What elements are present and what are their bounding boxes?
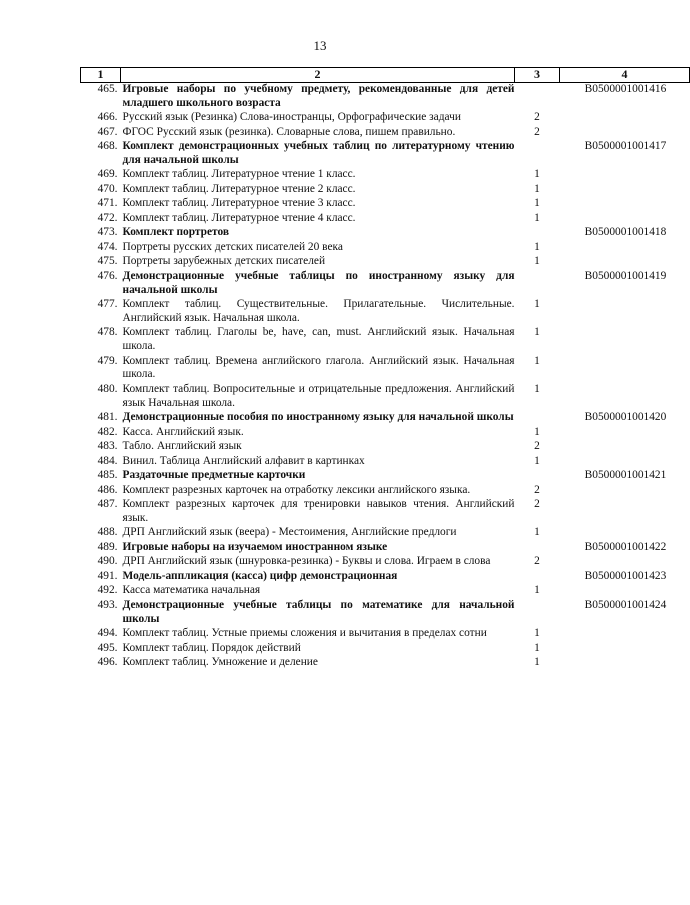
item-name: Табло. Английский язык [122,440,242,453]
item-code [560,627,690,641]
item-quantity: 2 [534,440,540,453]
item-code [560,326,690,354]
table-row [81,168,690,182]
item-name: Комплект демонстрационных учебных таблиц по литературному чтению для начальной школы [122,140,515,166]
item-name: Касса математика начальная [122,584,261,597]
item-quantity [515,226,560,240]
table-row [81,326,690,354]
item-quantity: 2 [534,555,540,568]
row-number: 485. [97,469,118,482]
item-code: B0500001001423 [584,569,667,582]
item-quantity: 1 [534,425,540,438]
item-quantity [515,270,560,298]
table-row [81,383,690,411]
table-row [81,526,690,540]
item-code [560,111,690,125]
item-quantity: 2 [534,483,540,496]
item-code [560,440,690,454]
table-row [81,226,690,240]
item-code [560,197,690,211]
table-row [81,469,690,483]
table-row [81,584,690,598]
item-quantity [515,411,560,425]
item-quantity: 1 [534,168,540,181]
table-row [81,82,690,111]
table-row [81,241,690,255]
item-name: Комплект разрезных карточек для тренировки навыков чтения. Английский язык. [122,498,515,524]
item-code [560,484,690,498]
item-code [560,584,690,598]
table-row [81,440,690,454]
item-name: Комплект таблиц. Устные приемы сложения и вычитания в пределах сотни [122,627,487,640]
table-row [81,498,690,526]
item-quantity: 1 [534,382,540,395]
item-name: Раздаточные предметные карточки [122,469,306,482]
row-number: 471. [97,197,118,210]
table-row [81,627,690,641]
table-row [81,270,690,298]
item-code [560,426,690,440]
item-code [560,126,690,140]
row-number: 477. [97,298,118,310]
item-name: Комплект таблиц. Времена английского глагола. Английский язык. Начальная школа. [122,354,515,381]
item-quantity: 1 [534,454,540,467]
item-name: Комплект таблиц. Умножение и деление [122,655,318,668]
item-name: Комплект таблиц. Литературное чтение 2 класс. [122,182,356,195]
row-number: 483. [97,440,118,453]
table-row [81,111,690,125]
item-name: Демонстрационные пособия по иностранному языку для начальной школы [122,411,514,424]
item-name: Модель-аппликация (касса) цифр демонстрационная [122,569,398,582]
item-name: Портреты русских детских писателей 20 века [122,240,343,253]
item-quantity: 2 [534,125,540,138]
item-code: B0500001001418 [584,226,667,239]
item-quantity: 2 [534,111,540,124]
row-number: 472. [97,211,118,224]
table-row [81,642,690,656]
item-quantity: 1 [534,326,540,339]
item-quantity: 1 [534,655,540,668]
items-table [80,67,690,670]
item-name: Комплект таблиц. Вопросительные и отрицательные предложения. Английский язык Начальная школа. [122,382,515,409]
item-quantity: 1 [534,641,540,654]
item-quantity: 1 [534,182,540,195]
column-header-3: 3 [515,68,560,83]
row-number: 466. [97,111,118,124]
item-code: B0500001001422 [584,540,667,553]
item-quantity [515,82,560,111]
row-number: 487. [97,498,118,511]
table-row [81,484,690,498]
item-code [560,498,690,526]
item-name: Комплект портретов [122,226,230,239]
row-number: 469. [97,168,118,181]
column-header-1: 1 [81,68,121,83]
page-number: 13 [313,38,327,53]
row-number: 474. [97,240,118,253]
table-row [81,183,690,197]
row-number: 490. [97,555,118,568]
row-number: 484. [97,454,118,467]
row-number: 489. [97,540,118,553]
item-quantity: 1 [534,240,540,253]
item-quantity: 1 [534,354,540,367]
item-name: Русский язык (Резинка) Слова-иностранцы, Орфографические задачи [122,111,461,124]
item-quantity: 1 [534,627,540,640]
item-quantity [515,599,560,627]
row-number: 468. [97,140,118,153]
row-number: 479. [97,354,118,367]
item-quantity: 1 [534,526,540,539]
table-row [81,298,690,326]
table-row [81,140,690,168]
item-name: ДРП Английский язык (шнуровка-резинка) - Буквы и слова. Играем в слова [122,555,491,568]
table-row [81,197,690,211]
item-name: Комплект таблиц. Порядок действий [122,641,301,654]
row-number: 465. [97,82,118,95]
row-number: 467. [97,125,118,138]
column-header-4: 4 [560,68,690,83]
item-name: Комплект таблиц. Литературное чтение 1 класс. [122,168,356,181]
item-code [560,183,690,197]
table-row [81,255,690,269]
item-quantity: 1 [534,211,540,224]
item-name: Комплект таблиц. Глаголы be, have, can, must. Английский язык. Начальная школа. [122,326,515,353]
column-header-2: 2 [121,68,515,83]
row-number: 473. [97,226,118,239]
table-row [81,355,690,383]
item-code: B0500001001421 [584,469,667,482]
item-name: Игровые наборы на изучаемом иностранном языке [122,540,388,553]
row-number: 494. [97,627,118,640]
item-name: Винил. Таблица Английский алфавит в картинках [122,454,365,467]
row-number: 482. [97,425,118,438]
item-quantity [515,140,560,168]
item-code [560,526,690,540]
item-quantity: 1 [534,197,540,210]
item-quantity: 2 [534,498,540,511]
row-number: 470. [97,182,118,195]
item-code [560,555,690,569]
item-code [560,298,690,326]
item-code [560,241,690,255]
item-name: Комплект таблиц. Литературное чтение 3 класс. [122,197,356,210]
table-row [81,426,690,440]
row-number: 480. [97,382,118,395]
row-number: 481. [97,411,118,424]
item-code: B0500001001420 [584,411,667,424]
row-number: 476. [97,269,118,282]
item-code [560,455,690,469]
item-code [560,255,690,269]
item-code: B0500001001416 [584,82,667,95]
item-quantity: 1 [534,255,540,268]
row-number: 475. [97,255,118,268]
item-name: Демонстрационные учебные таблицы по математике для начальной школы [122,598,515,625]
item-name: Игровые наборы по учебному предмету, рекомендованные для детей младшего школьного возраста [122,82,515,109]
row-number: 496. [97,655,118,668]
table-row [81,541,690,555]
item-quantity: 1 [534,298,540,310]
table-row [81,126,690,140]
item-name: Комплект таблиц. Литературное чтение 4 класс. [122,211,356,224]
item-code: B0500001001417 [584,140,667,153]
item-code: B0500001001419 [584,269,667,282]
item-name: ФГОС Русский язык (резинка). Словарные слова, пишем правильно. [122,125,456,138]
item-quantity [515,541,560,555]
item-code [560,656,690,670]
table-row [81,656,690,670]
item-name: ДРП Английский язык (веера) - Местоимения, Английские предлоги [122,526,457,539]
row-number: 495. [97,641,118,654]
item-name: Комплект таблиц. Существительные. Прилагательные. Числительные. Английский язык. Начальная школа. [122,298,515,324]
row-number: 478. [97,326,118,339]
table-row [81,599,690,627]
item-name: Комплект разрезных карточек на отработку лексики английского языка. [122,483,471,496]
item-code: B0500001001424 [584,598,667,611]
table-row [81,570,690,584]
table-row [81,455,690,469]
item-quantity [515,570,560,584]
item-name: Портреты зарубежных детских писателей [122,255,326,268]
item-quantity: 1 [534,584,540,597]
item-code [560,212,690,226]
table-row [81,411,690,425]
table-row [81,212,690,226]
item-quantity [515,469,560,483]
item-name: Касса. Английский язык. [122,425,244,438]
row-number: 486. [97,483,118,496]
item-code [560,168,690,182]
item-code [560,383,690,411]
item-code [560,355,690,383]
table-row [81,555,690,569]
item-code [560,642,690,656]
table-body [81,82,690,670]
row-number: 493. [97,598,118,611]
row-number: 488. [97,526,118,539]
row-number: 492. [97,584,118,597]
table-header [81,68,690,83]
item-name: Демонстрационные учебные таблицы по иностранному языку для начальной школы [122,269,515,296]
row-number: 491. [97,569,118,582]
